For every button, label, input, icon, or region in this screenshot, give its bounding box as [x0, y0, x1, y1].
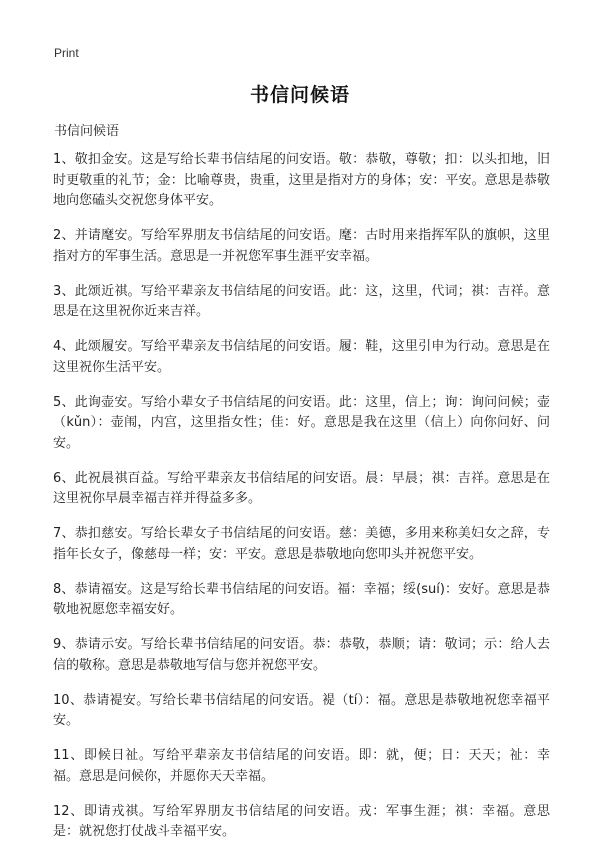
entry-paragraph: 7、恭扣慈安。写给长辈女子书信结尾的问安语。慈：美德，多用来称美妇女之辞，专指年长女子，像慈母一样；安：平安。意思是恭敬地向您叩头并祝您平安。: [53, 526, 550, 562]
entry-paragraph: 8、恭请福安。这是写给长辈书信结尾的问安语。福：幸福；绥(suí)：安好。意思是恭敬地祝愿您幸福安好。: [53, 581, 550, 617]
entry-paragraph: 3、此颂近祺。写给平辈亲友书信结尾的问安语。此：这，这里，代词；祺：吉祥。意思是在这里祝你近来吉祥。: [53, 283, 550, 319]
entry-paragraph: 1、敬扣金安。这是写给长辈书信结尾的问安语。敬：恭敬，尊敬；扣：以头扣地，旧时更敬重的礼节；金：比喻尊贵，贵重，这里是指对方的身体；安：平安。意思是恭敬地向您磕头交祝您身体平安。: [53, 152, 550, 208]
print-link[interactable]: Print: [54, 46, 79, 60]
document-title: 书信问候语: [249, 84, 350, 106]
entry-paragraph: 9、恭请示安。写给长辈书信结尾的问安语。恭：恭敬，恭顺；请：敬词；示：给人去信的敬称。意思是恭敬地写信与您并祝您平安。: [53, 637, 550, 673]
entry-paragraph: 4、此颂履安。写给平辈亲友书信结尾的问安语。履：鞋，这里引申为行动。意思是在这里祝你生活平安。: [53, 339, 550, 375]
entry-paragraph: 10、恭请褆安。写给长辈书信结尾的问安语。褆（tí）：福。意思是恭敬地祝您幸福平安。: [53, 692, 550, 728]
entry-paragraph: 5、此询壶安。写给小辈女子书信结尾的问安语。此：这里，信上；询：询问问候；壶（kǔn）：壶闱，内宫，这里指女性；佳：好。意思是我在这里（信上）向你问好、问安。: [53, 394, 550, 451]
entry-paragraph: 12、即请戎祺。写给军界朋友书信结尾的问安语。戎：军事生涯；祺：幸福。意思是：就祝您打仗战斗幸福平安。: [53, 803, 550, 839]
document-subtitle: 书信问候语: [54, 124, 120, 139]
entry-paragraph: 11、即候日祉。写给平辈亲友书信结尾的问安语。即：就，便；日：天天；祉：幸福。意思是问候你，并愿你天天幸福。: [53, 748, 550, 784]
entry-paragraph: 2、并请麾安。写给军界朋友书信结尾的问安语。麾：古时用来指挥军队的旗帜，这里指对方的军事生活。意思是一并祝您军事生涯平安幸福。: [53, 228, 550, 264]
entry-paragraph: 6、此祝晨祺百益。写给平辈亲友书信结尾的问安语。晨：早晨；祺：吉祥。意思是在这里祝你早晨幸福吉祥并得益多多。: [53, 470, 550, 506]
entry-list: [53, 150, 550, 857]
